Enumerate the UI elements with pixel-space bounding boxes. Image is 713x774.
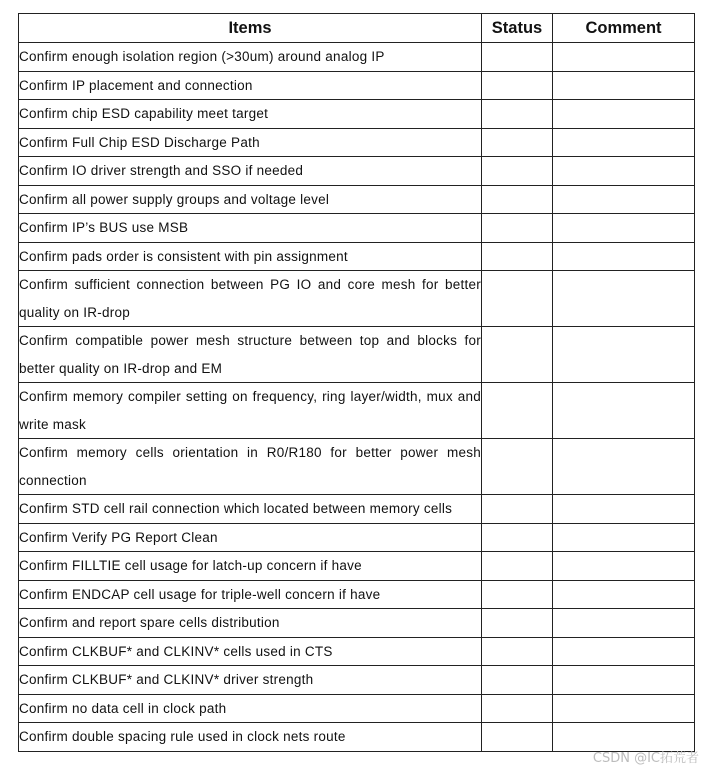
item-cell: Confirm double spacing rule used in clock nets route <box>19 723 482 752</box>
comment-cell[interactable] <box>553 383 695 439</box>
status-cell[interactable] <box>482 580 553 609</box>
comment-cell[interactable] <box>553 666 695 695</box>
table-row <box>19 383 695 439</box>
item-cell: Confirm no data cell in clock path <box>19 694 482 723</box>
status-header: Status <box>482 14 553 43</box>
item-cell: Confirm memory cells orientation in R0/R180 for better power mesh connection <box>19 439 482 495</box>
item-cell: Confirm ENDCAP cell usage for triple-well concern if have <box>19 580 482 609</box>
item-cell: Confirm STD cell rail connection which located between memory cells <box>19 495 482 524</box>
item-cell: Confirm FILLTIE cell usage for latch-up concern if have <box>19 552 482 581</box>
comment-cell[interactable] <box>553 242 695 271</box>
status-cell[interactable] <box>482 128 553 157</box>
comment-cell[interactable] <box>553 185 695 214</box>
item-cell: Confirm compatible power mesh structure between top and blocks for better quality on IR-drop and EM <box>19 327 482 383</box>
comment-cell[interactable] <box>553 580 695 609</box>
table-row <box>19 43 695 72</box>
comment-cell[interactable] <box>553 71 695 100</box>
table-row <box>19 694 695 723</box>
item-cell: Confirm chip ESD capability meet target <box>19 100 482 129</box>
status-cell[interactable] <box>482 157 553 186</box>
comment-cell[interactable] <box>553 552 695 581</box>
table-row <box>19 580 695 609</box>
status-cell[interactable] <box>482 723 553 752</box>
comment-cell[interactable] <box>553 637 695 666</box>
item-cell: Confirm all power supply groups and voltage level <box>19 185 482 214</box>
status-cell[interactable] <box>482 609 553 638</box>
table-row <box>19 609 695 638</box>
item-cell: Confirm Verify PG Report Clean <box>19 523 482 552</box>
status-cell[interactable] <box>482 271 553 327</box>
item-cell: Confirm pads order is consistent with pin assignment <box>19 242 482 271</box>
status-cell[interactable] <box>482 214 553 243</box>
status-cell[interactable] <box>482 242 553 271</box>
status-cell[interactable] <box>482 327 553 383</box>
status-cell[interactable] <box>482 523 553 552</box>
status-cell[interactable] <box>482 100 553 129</box>
table-row <box>19 157 695 186</box>
table-row <box>19 666 695 695</box>
comment-cell[interactable] <box>553 439 695 495</box>
comment-cell[interactable] <box>553 157 695 186</box>
watermark: CSDN @IC拓荒者 <box>592 751 699 766</box>
status-cell[interactable] <box>482 383 553 439</box>
table-row <box>19 439 695 495</box>
table-row <box>19 637 695 666</box>
comment-cell[interactable] <box>553 43 695 72</box>
comment-cell[interactable] <box>553 100 695 129</box>
table-row <box>19 552 695 581</box>
status-cell[interactable] <box>482 71 553 100</box>
item-cell: Confirm IO driver strength and SSO if needed <box>19 157 482 186</box>
item-cell: Confirm CLKBUF* and CLKINV* cells used in CTS <box>19 637 482 666</box>
comment-cell[interactable] <box>553 128 695 157</box>
status-cell[interactable] <box>482 637 553 666</box>
table-row <box>19 214 695 243</box>
status-cell[interactable] <box>482 185 553 214</box>
item-cell: Confirm CLKBUF* and CLKINV* driver strength <box>19 666 482 695</box>
status-cell[interactable] <box>482 495 553 524</box>
item-cell: Confirm enough isolation region (>30um) around analog IP <box>19 43 482 72</box>
comment-cell[interactable] <box>553 214 695 243</box>
table-row <box>19 271 695 327</box>
table-row <box>19 185 695 214</box>
status-cell[interactable] <box>482 43 553 72</box>
table-row <box>19 100 695 129</box>
item-cell: Confirm and report spare cells distribution <box>19 609 482 638</box>
checklist-table <box>18 13 695 752</box>
comment-cell[interactable] <box>553 271 695 327</box>
table-row <box>19 71 695 100</box>
table-row <box>19 327 695 383</box>
table-row <box>19 523 695 552</box>
items-header: Items <box>19 14 482 43</box>
status-cell[interactable] <box>482 666 553 695</box>
status-cell[interactable] <box>482 552 553 581</box>
item-cell: Confirm memory compiler setting on frequency, ring layer/width, mux and write mask <box>19 383 482 439</box>
item-cell: Confirm sufficient connection between PG IO and core mesh for better quality on IR-drop <box>19 271 482 327</box>
comment-header: Comment <box>553 14 695 43</box>
item-cell: Confirm IP placement and connection <box>19 71 482 100</box>
status-cell[interactable] <box>482 694 553 723</box>
header-row <box>19 14 695 43</box>
table-row <box>19 128 695 157</box>
comment-cell[interactable] <box>553 609 695 638</box>
comment-cell[interactable] <box>553 523 695 552</box>
comment-cell[interactable] <box>553 694 695 723</box>
comment-cell[interactable] <box>553 495 695 524</box>
table-row <box>19 495 695 524</box>
item-cell: Confirm Full Chip ESD Discharge Path <box>19 128 482 157</box>
comment-cell[interactable] <box>553 327 695 383</box>
table-row <box>19 242 695 271</box>
status-cell[interactable] <box>482 439 553 495</box>
item-cell: Confirm IP’s BUS use MSB <box>19 214 482 243</box>
